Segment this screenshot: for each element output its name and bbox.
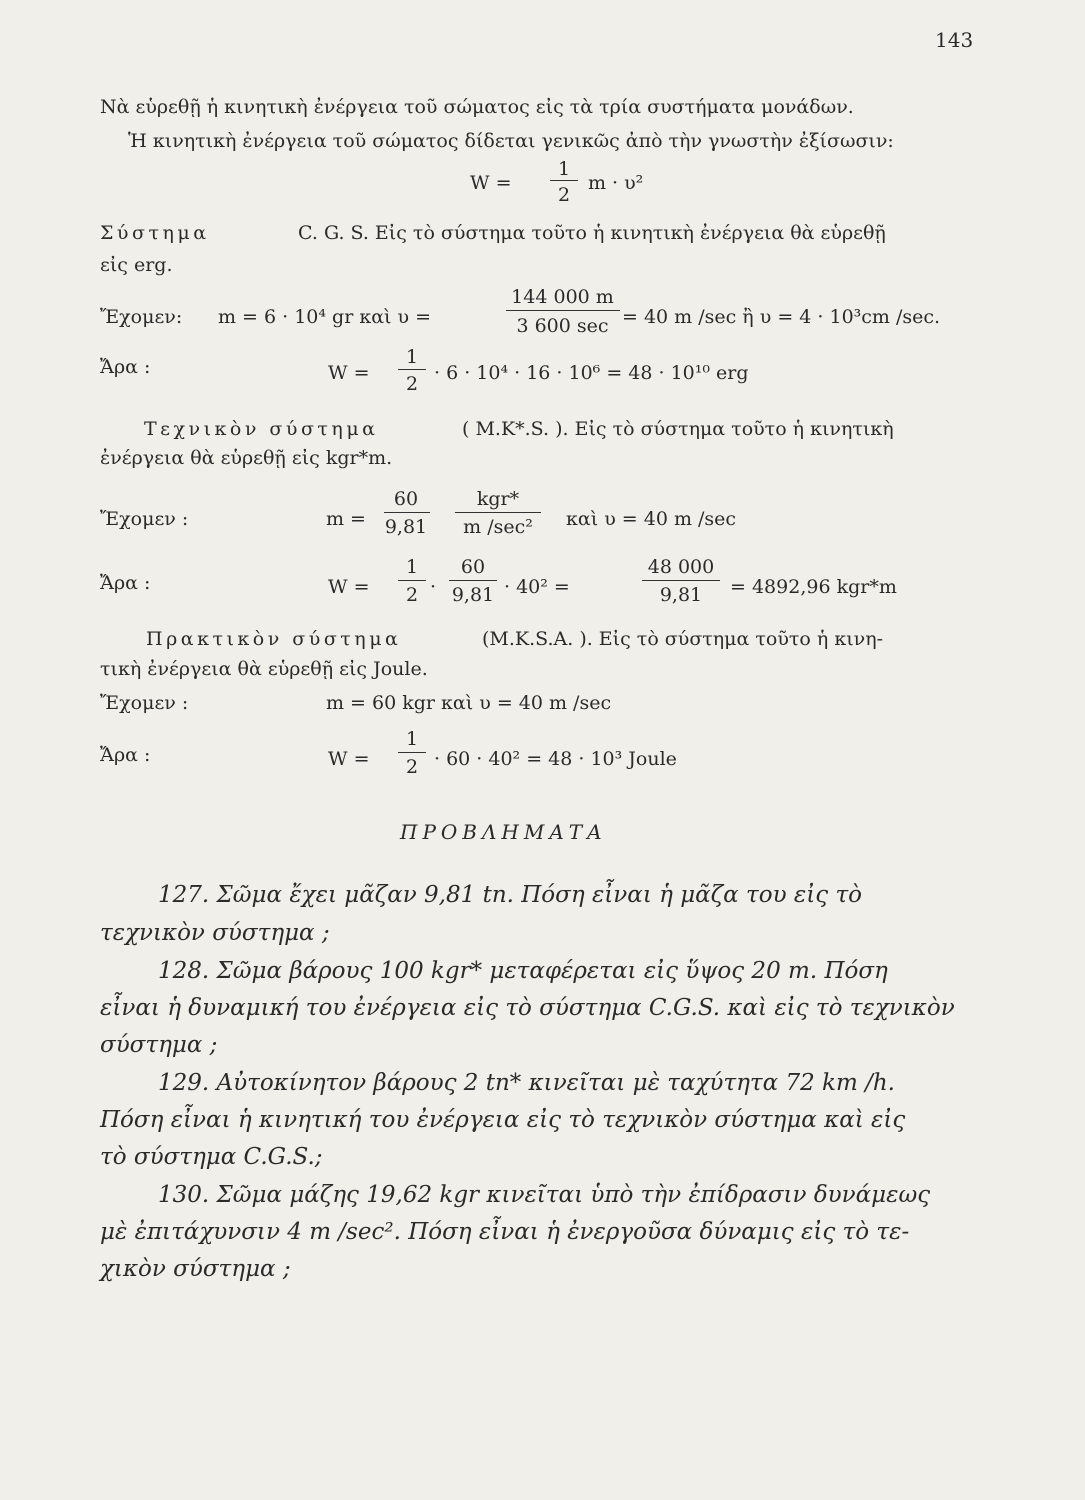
problem-129-line-1: 129. Αὐτοκίνητον βάρους 2 tn* κινεῖται μὲ ταχύτητα 72 km /h. xyxy=(158,1070,895,1096)
problem-130-line-2: μὲ ἐπιτάχυνσιν 4 m /sec². Πόση εἶναι ἡ ἐνεργοῦσα δύναμις εἰς τὸ τε- xyxy=(100,1219,910,1245)
practical-w-fraction-bar xyxy=(398,752,426,753)
cgs-velocity-fraction-bar xyxy=(506,310,620,311)
technical-m-denominator-1: 9,81 xyxy=(384,516,428,538)
practical-have-label: Ἔχομεν : xyxy=(100,692,189,714)
technical-m-numerator-1: 60 xyxy=(393,488,419,510)
technical-m-rhs: καὶ υ = 40 m /sec xyxy=(566,508,737,530)
technical-therefore-label: Ἄρα : xyxy=(100,572,151,594)
practical-have-rhs: m = 60 kgr καὶ υ = 40 m /sec xyxy=(326,692,612,714)
technical-w-lhs: W = xyxy=(328,576,370,598)
formula-lhs: W = xyxy=(470,172,512,194)
practical-text-1: (M.K.S.A. ). Εἰς τὸ σύστημα τοῦτο ἡ κινη- xyxy=(482,628,883,650)
technical-m-denominator-2: m /sec² xyxy=(463,516,533,538)
technical-w-dot: · xyxy=(430,576,437,598)
technical-text-2: ἐνέργεια θὰ εὑρεθῇ εἰς kgr*m. xyxy=(100,447,393,469)
problem-129-line-2: Πόση εἶναι ἡ κινητική του ἐνέργεια εἰς τὸ τεχνικὸν σύστημα καὶ εἰς xyxy=(100,1107,906,1133)
problem-127-line-1: 127. Σῶμα ἔχει μᾶζαν 9,81 tn. Πόση εἶναι ἡ μᾶζα του εἰς τὸ xyxy=(158,882,863,908)
technical-w-denominator-1: 2 xyxy=(405,584,419,606)
formula-fraction-bar xyxy=(550,180,578,181)
problem-129-line-3: τὸ σύστημα C.G.S.; xyxy=(100,1144,323,1170)
technical-w-fraction-bar-3 xyxy=(642,580,720,581)
technical-text-1: ( M.K*.S. ). Εἰς τὸ σύστημα τοῦτο ἡ κινητικὴ xyxy=(462,418,894,440)
problem-127-line-2: τεχνικὸν σύστημα ; xyxy=(100,920,330,946)
technical-have-label: Ἔχομεν : xyxy=(100,508,189,530)
cgs-w-lhs: W = xyxy=(328,362,370,384)
cgs-w-numerator: 1 xyxy=(405,346,419,368)
cgs-velocity-denominator: 3 600 sec xyxy=(516,315,609,337)
technical-w-fraction-bar-1 xyxy=(398,580,426,581)
technical-w-rhs: = 4892,96 kgr*m xyxy=(730,576,897,598)
cgs-w-rhs: · 6 · 10⁴ · 16 · 10⁶ = 48 · 10¹⁰ erg xyxy=(434,362,749,384)
problem-130-line-3: χικὸν σύστημα ; xyxy=(100,1256,291,1282)
cgs-text-1: C. G. S. Εἰς τὸ σύστημα τοῦτο ἡ κινητικὴ ἐνέργεια θὰ εὑρεθῇ xyxy=(298,222,886,244)
problem-128-line-1: 128. Σῶμα βάρους 100 kgr* μεταφέρεται εἰς ὕψος 20 m. Πόση xyxy=(158,958,888,984)
cgs-text-2: εἰς erg. xyxy=(100,254,173,276)
technical-w-denominator-2: 9,81 xyxy=(451,584,495,606)
technical-m-fraction-bar-1 xyxy=(384,512,430,513)
technical-w-numerator-1: 1 xyxy=(405,556,419,578)
technical-w-mid: · 40² = xyxy=(504,576,570,598)
formula-rhs: m · υ² xyxy=(588,172,644,194)
practical-text-2: τικὴ ἐνέργεια θὰ εὑρεθῇ εἰς Joule. xyxy=(100,658,428,680)
technical-m-lhs: m = xyxy=(326,508,366,530)
technical-title: Τεχνικὸν σύστημα xyxy=(144,418,379,440)
practical-w-numerator: 1 xyxy=(405,728,419,750)
cgs-have-m: m = 6 · 10⁴ gr καὶ υ = xyxy=(218,306,432,328)
practical-therefore-label: Ἄρα : xyxy=(100,744,151,766)
page-number: 143 xyxy=(935,28,974,52)
problem-130-line-1: 130. Σῶμα μάζης 19,62 kgr κινεῖται ὑπὸ τὴν ἐπίδρασιν δυνάμεως xyxy=(158,1182,931,1208)
technical-m-fraction-bar-2 xyxy=(455,512,541,513)
cgs-have-label: Ἔχομεν: xyxy=(100,306,183,328)
cgs-velocity-numerator: 144 000 m xyxy=(511,286,614,308)
intro-line-1: Νὰ εὑρεθῇ ἡ κινητικὴ ἐνέργεια τοῦ σώματος εἰς τὰ τρία συστήματα μονάδων. xyxy=(100,96,854,118)
problems-heading: ΠΡΟΒΛΗΜΑΤΑ xyxy=(400,820,607,844)
technical-w-numerator-2: 60 xyxy=(460,556,486,578)
intro-line-2: Ἡ κινητικὴ ἐνέργεια τοῦ σώματος δίδεται γενικῶς ἀπὸ τὴν γνωστὴν ἐξίσωσιν: xyxy=(128,130,894,152)
technical-w-denominator-3: 9,81 xyxy=(659,584,703,606)
formula-numerator: 1 xyxy=(557,158,571,180)
practical-w-lhs: W = xyxy=(328,748,370,770)
formula-denominator: 2 xyxy=(557,184,571,206)
problem-128-line-2: εἶναι ἡ δυναμική του ἐνέργεια εἰς τὸ σύστημα C.G.S. καὶ εἰς τὸ τεχνικὸν xyxy=(100,995,955,1021)
cgs-therefore-label: Ἄρα : xyxy=(100,356,151,378)
technical-m-numerator-2: kgr* xyxy=(476,488,520,510)
cgs-w-denominator: 2 xyxy=(405,373,419,395)
cgs-have-rhs: = 40 m /sec ἢ υ = 4 · 10³cm /sec. xyxy=(622,306,941,328)
practical-w-denominator: 2 xyxy=(405,756,419,778)
problem-128-line-3: σύστημα ; xyxy=(100,1032,218,1058)
practical-title: Πρακτικὸν σύστημα xyxy=(146,628,402,650)
technical-w-numerator-3: 48 000 xyxy=(647,556,715,578)
technical-w-fraction-bar-2 xyxy=(449,580,497,581)
practical-w-rhs: · 60 · 40² = 48 · 10³ Joule xyxy=(434,748,677,770)
cgs-w-fraction-bar xyxy=(398,369,426,370)
cgs-title: Σύστημα xyxy=(100,222,210,244)
